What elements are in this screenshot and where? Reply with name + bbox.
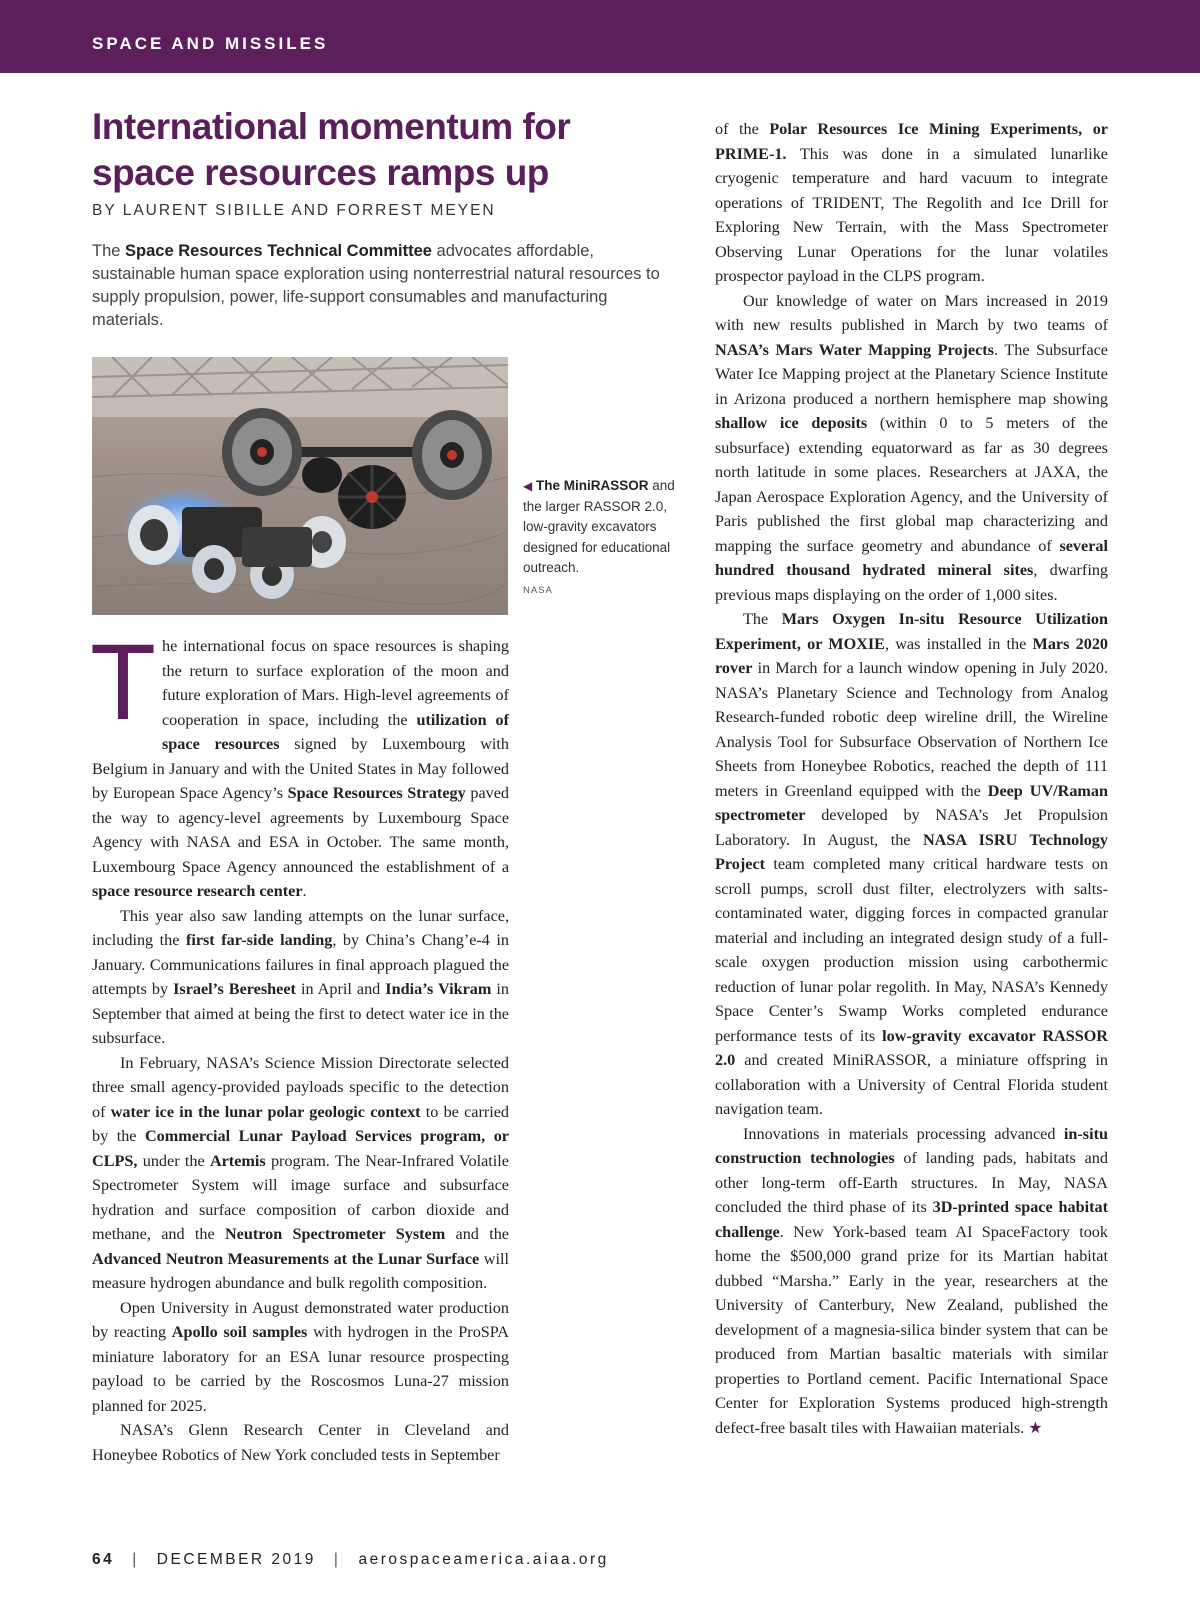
intro-committee-name: Space Resources Technical Committee: [125, 242, 432, 260]
bold-term: utilization of space resources: [161, 710, 509, 753]
text-run: signed by Luxembourg with Belgium in January and with the United States in May followed by European Space Agency’s: [92, 735, 509, 802]
caption-text: and the larger RASSOR 2.0, low-gravity excavators designed for educational outreach.: [523, 478, 675, 575]
text-run: and created MiniRASSOR, a miniature offspring in collaboration with a University of Central Florida student navigation team.: [715, 1051, 1108, 1118]
text-run: and the: [445, 1225, 509, 1243]
bold-term: Apollo soil samples: [171, 1323, 308, 1341]
bold-term: NASA ISRU Technology Project: [715, 830, 1108, 873]
byline: BY LAURENT SIBILLE AND FORREST MEYEN: [92, 202, 496, 219]
bold-term: shallow ice deposits: [715, 414, 868, 432]
text-run: This year also saw landing attempts on the lunar surface, including the: [92, 906, 509, 949]
bold-term: Deep UV/Raman spectrometer: [715, 781, 1109, 824]
article-body-left-column: [90, 621, 510, 1467]
bold-term: space resource research center: [92, 882, 303, 900]
text-run: . New York-based team AI SpaceFactory took home the $500,000 grand prize for its Martian habitat dubbed “Marsha.” Early in the year, researchers at the University of Canterbury, New Zealand, published the development of a magnesia-silica binder system that can be produced from Martian basaltic materials with similar properties to Portland cement. Pacific International Space Center for Exploration Systems produced high-strength defect-free basalt tiles with Hawaiian materials.: [715, 1222, 1108, 1437]
text-run: team completed many critical hardware tests on scroll pumps, scroll dust filter, electrolyzers with salts-contaminated water, digging forces in compacted granular material and including an integrated design study of a full-scale oxygen production mission using carbothermic reduction of lunar polar regolith. In May, NASA’s Kennedy Space Center’s Swamp Works completed endurance performance tests of its: [715, 855, 1108, 1045]
footer-divider: |: [132, 1551, 139, 1568]
text-run: NASA’s Glenn Research Center in Cleveland and Honeybee Robotics of New York concluded tests in September: [92, 1421, 509, 1464]
article-intro: [92, 240, 662, 332]
text-run: , dwarfing previous maps displaying on the order of 1,000 sites.: [715, 561, 1109, 604]
text-run: . The Subsurface Water Ice Mapping project at the Planetary Science Institute in Arizona produced a northern hemisphere map showing: [715, 340, 1108, 408]
bold-term: water ice in the lunar polar geologic context: [110, 1102, 421, 1121]
bold-term: Space Resources Strategy: [287, 784, 466, 802]
article-body-right-column: [715, 117, 1108, 1440]
bold-term: first far-side landing: [185, 931, 333, 949]
bold-term: NASA’s Mars Water Mapping Projects: [715, 340, 994, 359]
paragraphs-left: [90, 621, 510, 1467]
text-run: , by China’s Chang’e-4 in January. Communications failures in final approach plagued the attempts by: [92, 931, 509, 998]
paragraph: [92, 1418, 509, 1467]
bold-term: in-situ construction technologies: [715, 1124, 1108, 1167]
bold-term: India’s Vikram: [385, 980, 492, 998]
paragraph: [92, 1296, 509, 1419]
caption-pointer-icon: ◀: [523, 479, 533, 493]
paragraph: [715, 1122, 1108, 1441]
text-run: The: [743, 610, 782, 628]
text-run: of landing pads, habitats and other long-term off-Earth structures. In May, NASA concluded the third phase of its: [715, 1149, 1108, 1216]
bold-term: low-gravity excavator RASSOR 2.0: [715, 1026, 1108, 1069]
footer-divider: |: [333, 1551, 341, 1568]
text-run: .: [302, 882, 307, 900]
text-run: in September that aimed at being the first to detect water ice in the subsurface.: [92, 980, 509, 1047]
bold-term: Advanced Neutron Measurements at the Lunar Surface: [92, 1249, 480, 1268]
bold-term: Mars 2020 rover: [715, 634, 1109, 677]
caption-lead: The MiniRASSOR: [536, 478, 649, 493]
text-run: in March for a launch window opening in July 2020. NASA’s Planetary Science and Technology from Analog Research-funded robotic deep wireline drill, the Wireline Analysis Tool for Subsurface Observation of Northern Ice Sheets from Honeybee Robotics, reached the depth of 111 meters in Greenland equipped with the: [715, 659, 1108, 800]
bold-term: several hundred thousand hydrated mineral sites: [715, 536, 1108, 579]
text-run: This was done in a simulated lunarlike cryogenic temperature and hard vacuum to integrate operations of TRIDENT, The Regolith and Ice Drill for Exploring New Terrain, with the Mass Spectrometer Observing Lunar Operations for the lunar volatiles prospector payload in the CLPS program.: [715, 144, 1108, 285]
bold-term: Mars Oxygen In-situ Resource Utilization Experiment, or MOXIE: [715, 610, 1108, 653]
text-run: , was installed in the: [884, 634, 1033, 653]
bold-term: Neutron Spectrometer System: [224, 1225, 446, 1243]
text-run: paved the way to agency-level agreements by Luxembourg Space Agency with NASA and ESA in October. The same month, Luxembourg Space Agency announced the establishment of a: [92, 784, 509, 876]
text-run: will measure hydrogen abundance and bulk regolith composition.: [92, 1249, 509, 1292]
text-run: he international focus on space resources is shaping the return to surface exploration of the moon and future exploration of Mars. High-level agreements of cooperation in space, including the: [161, 637, 509, 729]
bold-term: Commercial Lunar Payload Services program, or CLPS,: [92, 1127, 509, 1170]
text-run: of the: [715, 120, 770, 138]
end-mark-star-icon: ★: [1028, 1418, 1043, 1437]
intro-text-post: advocates affordable, sustainable human space exploration using nonterrestrial natural resources to supply propulsion, power, life-support consumables and manufacturing materials.: [92, 242, 660, 329]
bold-term: 3D-printed space habitat challenge: [715, 1198, 1108, 1241]
paragraph: [715, 289, 1108, 608]
photo-caption: [523, 476, 695, 601]
text-run: Open University in August demonstrated water production by reacting: [92, 1298, 509, 1341]
website-url: aerospaceamerica.aiaa.org: [358, 1551, 609, 1568]
page-footer: [92, 1551, 609, 1569]
bold-term: Artemis: [209, 1151, 266, 1170]
text-run: program. The Near-Infrared Volatile Spectrometer System will image surface and subsurface hydration and surface composition of carbon dioxide and methane, and the: [92, 1151, 509, 1243]
drop-cap: T: [90, 621, 156, 742]
photo-credit: NASA: [523, 584, 553, 596]
text-run: to be carried by the: [92, 1102, 510, 1145]
paragraph: [92, 904, 509, 1051]
paragraph: [715, 117, 1108, 289]
text-run: Innovations in materials processing advanced: [743, 1124, 1064, 1143]
text-run: under the: [137, 1151, 210, 1170]
article-title: International momentum for space resources ramps up: [92, 106, 571, 193]
paragraphs-right: [715, 117, 1108, 1440]
text-run: (within 0 to 5 meters of the subsurface) extending equatorward as far as 30 degrees north latitude in some places. Researchers at JAXA, the Japan Aerospace Exploration Agency, and the University of Paris published the first global map characterizing and mapping the surface geometry and abundance of: [715, 414, 1108, 555]
text-run: Our knowledge of water on Mars increased in 2019 with new results published in March by two teams of: [715, 291, 1108, 334]
intro-text-pre: The: [92, 242, 126, 260]
paragraph: [92, 1051, 509, 1296]
rassor-photo: [92, 357, 508, 615]
issue-date: DECEMBER 2019: [156, 1551, 316, 1568]
paragraph: [715, 607, 1108, 1122]
text-run: in April and: [295, 980, 386, 998]
page-number: 64: [92, 1551, 115, 1568]
text-run: developed by NASA’s Jet Propulsion Laboratory. In August, the: [715, 806, 1108, 849]
text-run: with hydrogen in the ProSPA miniature laboratory for an ESA lunar resource prospecting payload to be carried by the Roscosmos Luna-27 mission planned for 2025.: [92, 1323, 509, 1415]
bold-term: Israel’s Beresheet: [173, 980, 296, 998]
bold-term: Polar Resources Ice Mining Experiments, or PRIME-1.: [715, 120, 1108, 163]
section-label: SPACE AND MISSILES: [92, 34, 329, 53]
text-run: In February, NASA’s Science Mission Directorate selected three small agency-provided payloads specific to the detection of: [92, 1053, 509, 1121]
